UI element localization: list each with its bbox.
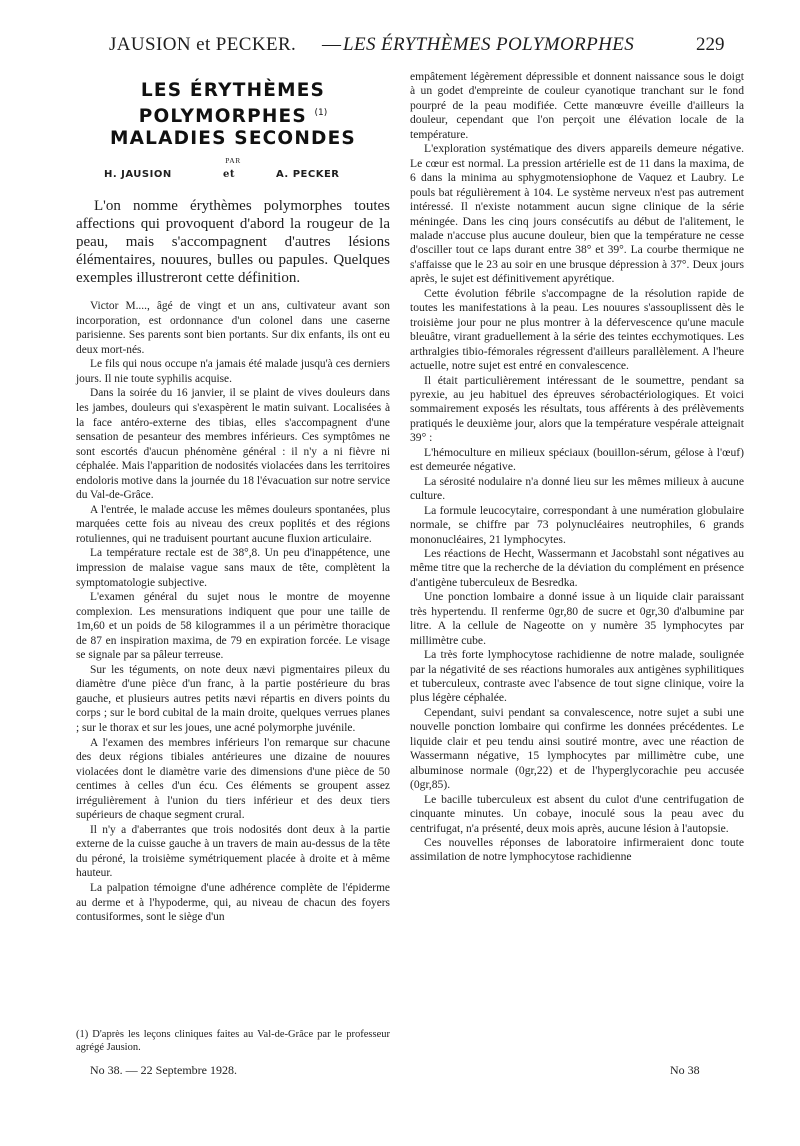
- body-paragraph: Dans la soirée du 16 janvier, il se plaint de vives douleurs dans les jambes, douleurs qui s'exaspèrent le matin suivant. Localisées à la face antéro-externe des tibias, elles s'accompagnent d'une sensation de pesanteur des membres inférieurs. Ces symptômes ne sont escortés d'aucun phénomène général : il n'y a ni fièvre ni céphalée. Mais l'apparition de nodosités violacées dans les territoires endoloris motive dans la journée du 18 l'évacuation sur notre service du Val-de-Grâce.: [76, 387, 390, 502]
- article-title-line: LES ÉRYTHÈMES: [140, 80, 326, 101]
- body-paragraph: A l'examen des membres inférieurs l'on remarque sur chacune des deux régions tibiales antérieures une dizaine de nouures violacées dont le diamètre varie des dimensions d'une pièce de 50 centimes à celles d'un écu. Ces éléments se groupent assez irrégulièrement à l'union du tiers inférieur et des deux tiers supérieurs de chaque segment crural.: [76, 736, 390, 822]
- body-paragraph: La formule leucocytaire, correspondant à une numération globulaire normale, se chiffre par 73 polynucléaires neutrophiles, 6 grands mononucléaires, 21 lymphocytes.: [410, 503, 744, 546]
- article-title-line: [76, 102, 390, 128]
- running-head: [0, 26, 800, 62]
- body-paragraph: L'examen général du sujet nous le montre de moyenne complexion. Les mensurations indiquent que pour une taille de 1m,60 et un poids de 58 kilogrammes il a un périmètre thoracique de 87 en inspiration maxima, de 79 en expiration forcée. Le visage se signale par sa pâleur terreuse.: [76, 591, 390, 662]
- author-name: H. JAUSION: [104, 169, 172, 181]
- body-paragraph: Il était particulièrement intéressant de le soumettre, pendant sa pyrexie, au jeu habituel des épreuves sérobactériologiques. Et voici sommairement exposés les résultats, tous afférents à des prélèvements pratiqués le deuxième jour, alors que la température vespérale atteignait 39° :: [410, 373, 744, 445]
- footnote: (1) D'après les leçons cliniques faites au Val-de-Grâce par le professeur agrégé Jausion.: [76, 1029, 390, 1053]
- running-head-authors: JAUSION et PECKER.: [109, 34, 297, 55]
- body-paragraph: Le bacille tuberculeux est absent du culot d'une centrifugation de cinquante minutes. Un cobaye, inoculé sous la peau avec du centrifugat, n'a présenté, deux mois après, aucune lésion à l'autopsie.: [410, 792, 744, 835]
- body-paragraph: Ces nouvelles réponses de laboratoire infirmeraient donc toute assimilation de notre lymphocytose rachidienne: [410, 836, 744, 864]
- lead-paragraph: L'on nomme érythèmes polymorphes toutes affections qui provoquent d'abord la rougeur de la peau, mais s'accompagnent d'autres lésions élémentaires, nouures, bulles ou papules. Quelques exemples illustreront cette définition.: [76, 198, 390, 287]
- running-head-title: LES ÉRYTHÈMES POLYMORPHES: [343, 34, 635, 55]
- body-paragraph: La très forte lymphocytose rachidienne de notre malade, soulignée par la négativité de ses réactions humorales aux antigènes syphilitiques et tuberculeux, contraste avec l'absence de tout signe clinique, voire la plus légère céphalée.: [410, 648, 744, 705]
- body-paragraph: Une ponction lombaire a donné issue à un liquide clair paraissant très hypertendu. Il renferme 0gr,80 de sucre et 0gr,30 d'albumine par litre. A la cellule de Nageotte on y numère 35 lymphocytes par millimètre cube.: [410, 590, 744, 647]
- body-paragraph: Sur les téguments, on note deux nævi pigmentaires pileux du diamètre d'une pièce d'un franc, à la partie postérieure du bras gauche, et plusieurs autres petits nævi répartis en divers points du corps ; sur le bord cubital de la main droite, quelques verrues planes ; sur le thorax et sur les joues, une acné polymorphe juvénile.: [76, 663, 390, 735]
- article-title: [76, 80, 390, 150]
- body-paragraph: La palpation témoigne d'une adhérence complète de l'épiderme au derme et à l'hypoderme, qui, au niveau de chacun des foyers contusiformes, sont le siège d'un: [76, 882, 390, 924]
- issue-folio-right: No 38: [670, 1063, 700, 1077]
- byline-authors: [76, 169, 390, 187]
- body-paragraph: Victor M...., âgé de vingt et un ans, cultivateur avant son incorporation, est ordonnance d'un colonel dans une caserne parisienne. Ses parents sont bien portants. Sur dix enfants, ils ont eu deux mort-nés.: [76, 300, 390, 356]
- body-paragraph: A l'entrée, le malade accuse les mêmes douleurs spontanées, plus marquées cette fois au niveau des creux poplités et des régions rotuliennes, qui ne traduisent pourtant aucune fluxion articulaire.: [76, 503, 390, 545]
- body-paragraph: Cependant, suivi pendant sa convalescence, notre sujet a subi une nouvelle ponction lombaire qui confirme les données précédentes. Le liquide clair et peu tendu ainsi soutiré montre, avec une réaction de Wassermann négative, 15 lymphocytes par millimètre cube, une albuminose normale (0gr,22) et de l'hyperglycorachie peu accusée (0gr,85).: [410, 705, 744, 792]
- issue-folio-left: No 38. — 22 Septembre 1928.: [90, 1063, 237, 1077]
- body-paragraph: Il n'y a d'aberrantes que trois nodosités dont deux à la partie externe de la cuisse gauche à un travers de main au-dessus de la tête du péroné, la troisième symétriquement placée à droite et à même hauteur.: [76, 823, 390, 880]
- byline-par: PAR: [225, 156, 241, 166]
- body-paragraph: La température rectale est de 38°,8. Un peu d'inappétence, une impression de malaise vague sans maux de tête, complètent la symptomatologie subjective.: [76, 547, 390, 589]
- article-title-line: MALADIES SECONDES: [110, 128, 356, 150]
- author-conjunction: et: [223, 169, 235, 181]
- body-paragraph: L'hémoculture en milieux spéciaux (bouillon-sérum, gélose à l'œuf) est demeurée négative.: [410, 445, 744, 474]
- body-paragraph: Cette évolution fébrile s'accompagne de la résolution rapide de toutes les manifestations à la peau. Les nouures s'assouplissent dès le troisième jour pour ne plus montrer à la défervescence qu'une macule bleuâtre, virant graduellement à la série des teintes ecchymotiques. Les arthralgies tibio-fémorales régressent d'ailleurs parallèlement. A l'heure actuelle, notre sujet est entré en convalescence.: [410, 286, 744, 373]
- body-paragraph: La sérosité nodulaire n'a donné lieu sur les mêmes milieux à aucune culture.: [410, 474, 744, 503]
- title-footnote-ref: (1): [314, 108, 328, 118]
- running-head-separator: —: [322, 34, 341, 55]
- article-title-word: POLYMORPHES: [138, 106, 307, 128]
- page-number: 229: [696, 34, 725, 55]
- author-name: A. PECKER: [276, 169, 340, 181]
- body-paragraph: Le fils qui nous occupe n'a jamais été malade jusqu'à ces derniers jours. Il nie toute syphilis acquise.: [76, 358, 390, 385]
- body-paragraph: Les réactions de Hecht, Wassermann et Jacobstahl sont négatives au même titre que la recherche de la déviation du complément en présence d'antigène tuberculeux de Besredka.: [410, 546, 744, 589]
- left-column: [76, 70, 390, 925]
- right-column: [410, 70, 744, 865]
- body-paragraph: L'exploration systématique des divers appareils demeure négative. Le cœur est normal. La pression artérielle est de 11 dans la maxima, de 6 dans la minima au sphygmotensiophone de Vaquez et Laubry. Le pouls bat régulièrement à 104. Le système nerveux n'est pas autrement intéressé. Il n'existe notamment aucun signe clinique de la série méningée. Dans les cinq jours consécutifs au début de l'alitement, le malade n'accuse plus aucune douleur, bien que la température ne cesse d'osciller tout ce laps durant entre 38° et 39°. La courbe thermique ne s'affaisse que le 23 au soir en une brusque dépression à 37°. Deux jours après, le sujet est définitivement apyrétique.: [410, 142, 744, 286]
- body-paragraph: empâtement légèrement dépressible et donnent naissance sous le doigt à un godet d'empreinte de couleur cyanotique tranchant sur le fond pourpré de la peau modifiée. Cette manœuvre éveille d'ailleurs la douleur, cependant que l'on perçoit une élévation locale de la température.: [410, 70, 744, 141]
